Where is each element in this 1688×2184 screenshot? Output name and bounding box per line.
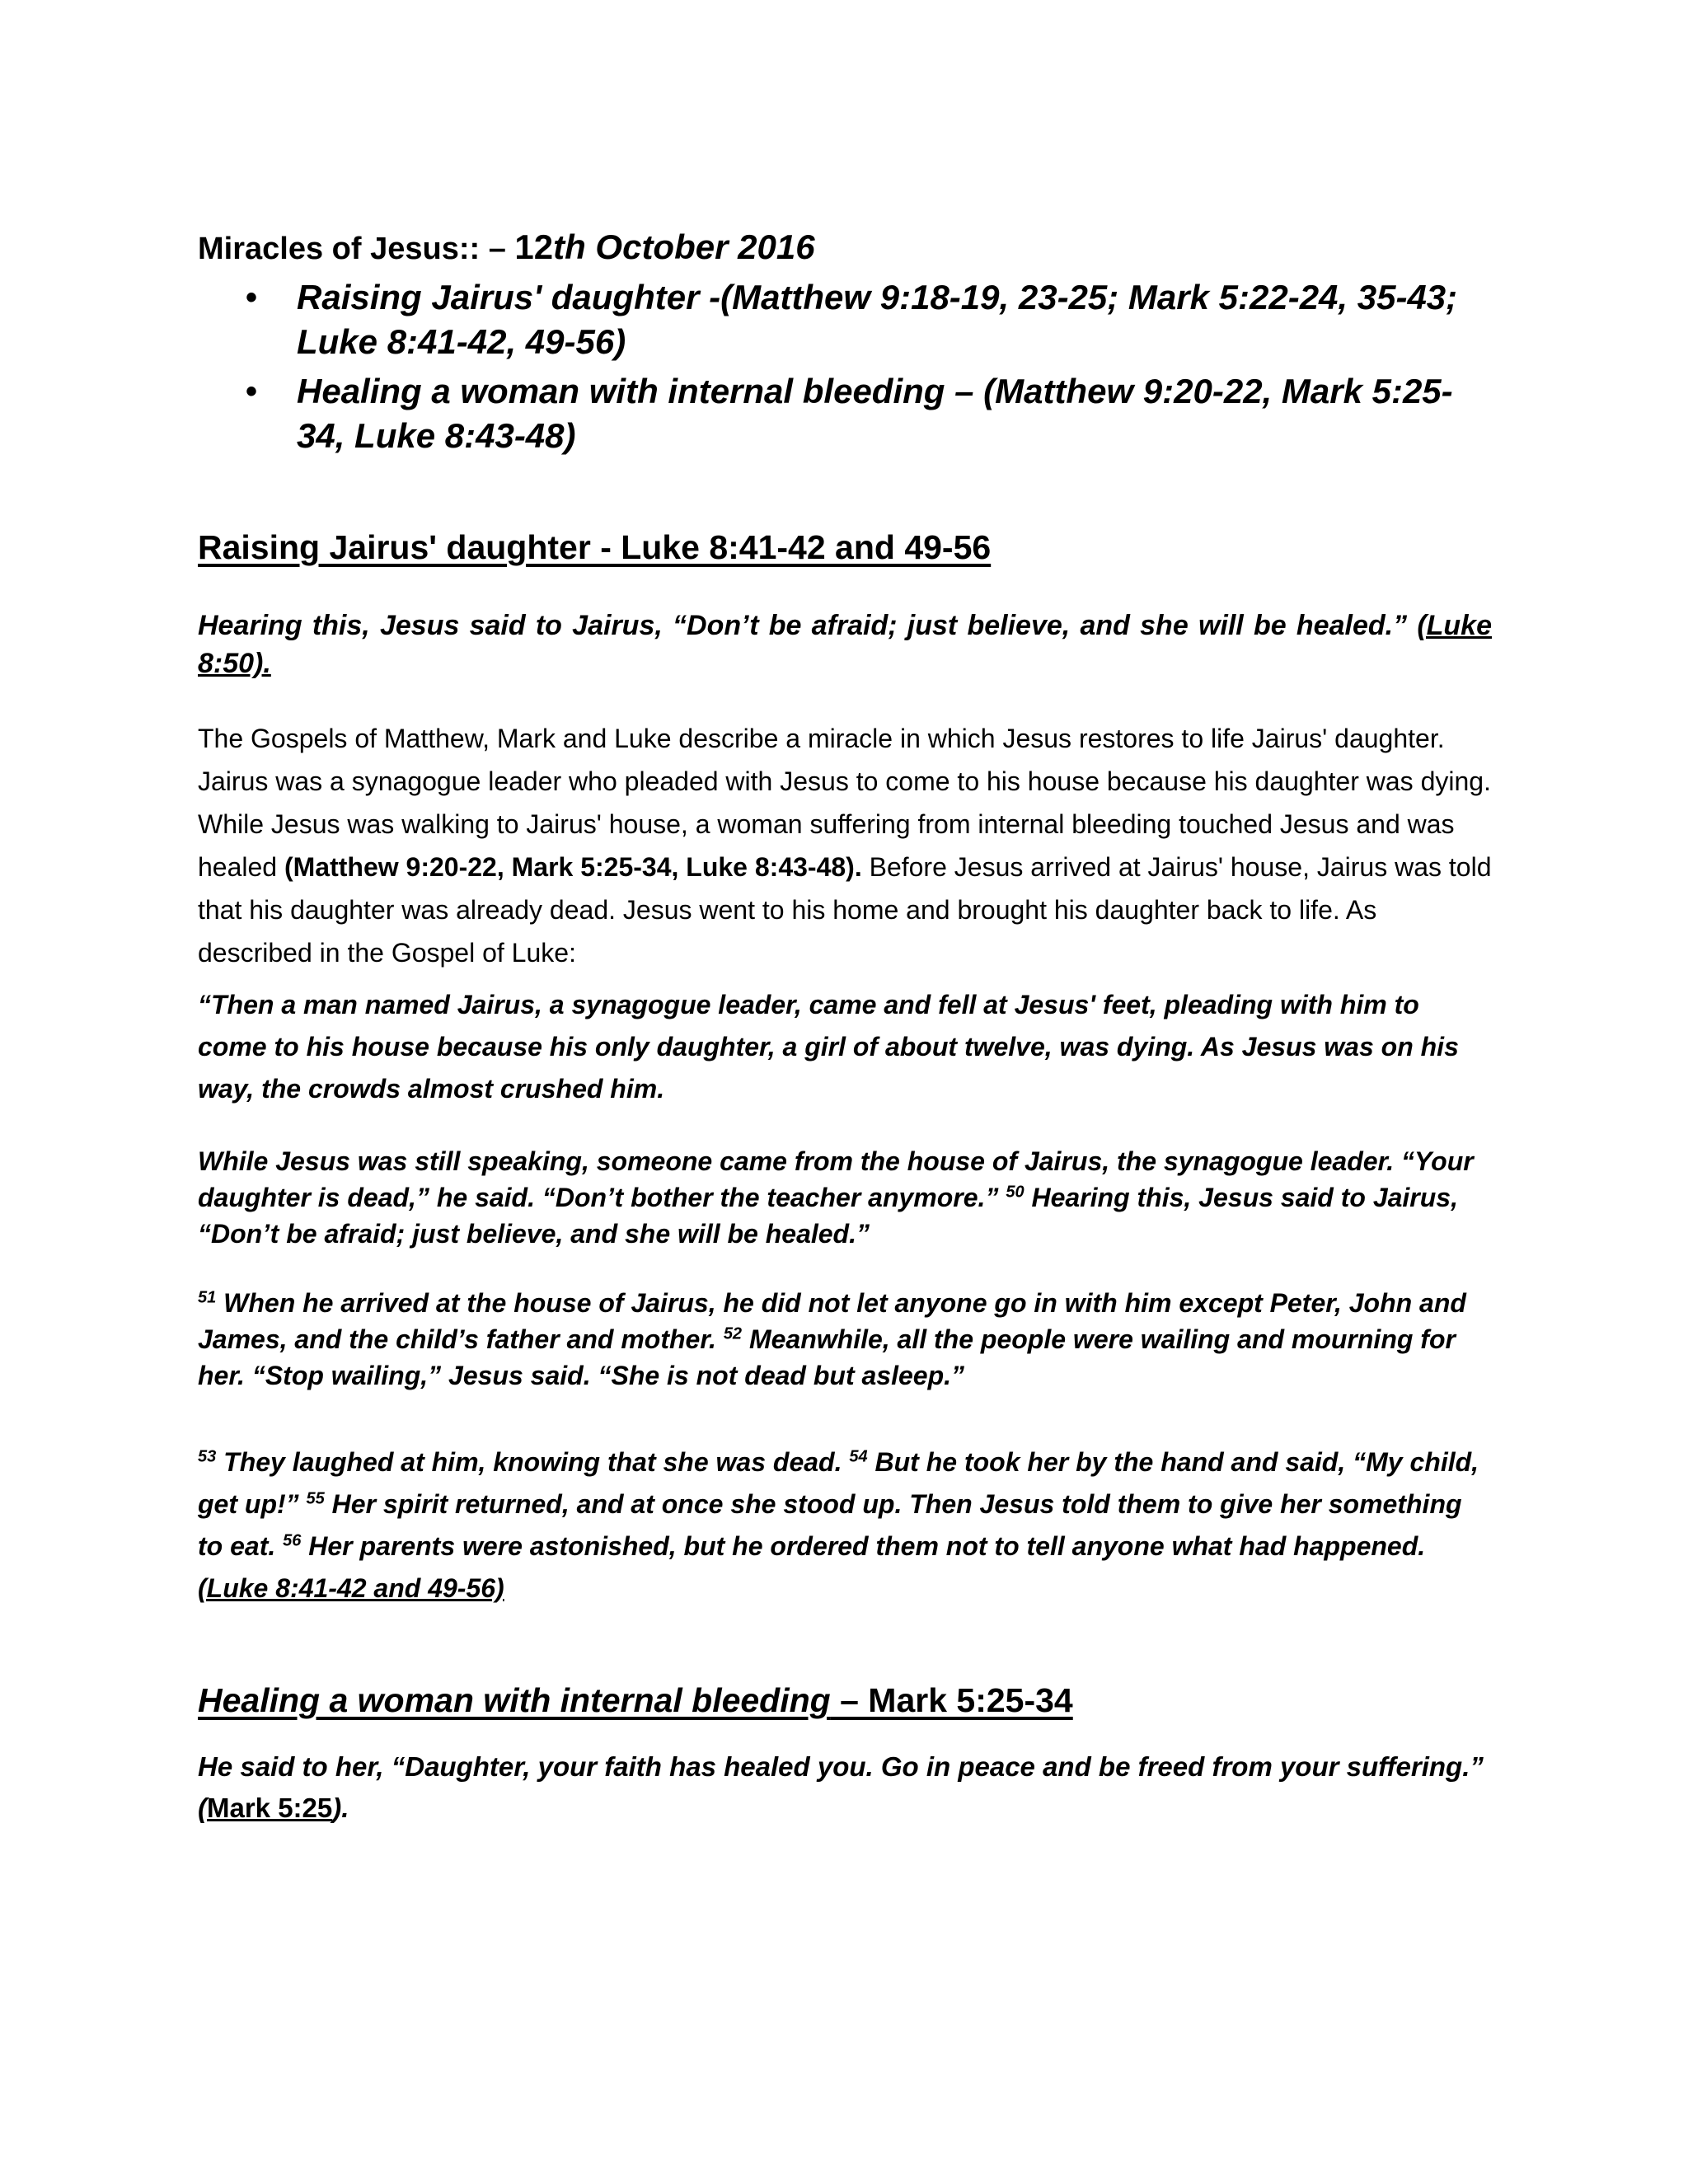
section-heading-plain: – Mark 5:25-34 xyxy=(830,1681,1073,1719)
section-heading-jairus: Raising Jairus' daughter - Luke 8:41-42 and 49-56 xyxy=(198,528,992,566)
scripture-text: But he took her by the hand and said, “My child, get up!” xyxy=(198,1447,1479,1519)
topic-item xyxy=(246,275,1492,364)
key-verse-2-text: He said to her, “Daughter, your faith has healed you. Go in peace and be freed from your suffering.” xyxy=(198,1751,1484,1782)
key-verse-reference: (Luke 8:50). xyxy=(198,610,1492,679)
scripture-text: Hearing this, Jesus said to Jairus, “Don’t be afraid; just believe, and she will be healed.” xyxy=(198,1183,1458,1249)
title-date-rest: th October 2016 xyxy=(553,227,815,266)
intro-reference: (Matthew 9:20-22, Mark 5:25-34, Luke 8:43-48). xyxy=(284,852,862,882)
scripture-passage-4 xyxy=(198,1441,1492,1610)
document-content xyxy=(198,224,1492,1829)
topics-list xyxy=(198,275,1492,458)
scripture-reference: (Luke 8:41-42 and 49-56) xyxy=(198,1573,504,1603)
section-heading-bleeding xyxy=(198,1677,1492,1723)
key-verse xyxy=(198,607,1492,682)
topic-item xyxy=(246,369,1492,458)
title-prefix: Miracles of Jesus:: – xyxy=(198,232,515,266)
bullet-icon: • xyxy=(246,279,258,316)
key-verse-text: Hearing this, Jesus said to Jairus, “Don’t be afraid; just believe, and she will be healed.” xyxy=(198,610,1418,641)
scripture-text: While Jesus was still speaking, someone came from the house of Jairus, the synagogue leader. “Your daughter is dead,” he said. “Don’t bother the teacher anymore.” xyxy=(198,1146,1474,1212)
document-title xyxy=(198,224,1492,272)
scripture-passage-2 xyxy=(198,1143,1492,1252)
scripture-passage-3 xyxy=(198,1285,1492,1394)
key-verse-2-reference: Mark 5:25 xyxy=(207,1793,333,1823)
verse-number: 55 xyxy=(306,1489,325,1508)
topic-text: Healing a woman with internal bleeding – (Matthew 9:20-22, Mark 5:25-34, Luke 8:43-48) xyxy=(297,372,1453,455)
intro-paragraph xyxy=(198,717,1492,974)
section-heading-italic: Healing a woman with internal bleeding xyxy=(198,1681,831,1719)
verse-number: 56 xyxy=(283,1531,302,1550)
title-date-number: 12 xyxy=(514,227,554,266)
verse-number: 50 xyxy=(1006,1183,1025,1202)
intro-text-part2: Before Jesus arrived at Jairus' house, Jairus was told that his daughter was already dead. Jesus went to his home and brought his daughter back to life. As described in the Gospel of Luke: xyxy=(198,852,1492,968)
bullet-icon: • xyxy=(246,373,258,410)
verse-number: 53 xyxy=(198,1447,217,1466)
topic-text: Raising Jairus' daughter -(Matthew 9:18-19, 23-25; Mark 5:22-24, 35-43; Luke 8:41-42, 49-56) xyxy=(297,278,1458,361)
scripture-text: Meanwhile, all the people were wailing and mourning for her. “Stop wailing,” Jesus said. “She is not dead but asleep.” xyxy=(198,1324,1456,1390)
intro-text-part1: The Gospels of Matthew, Mark and Luke describe a miracle in which Jesus restores to life Jairus' daughter. Jairus was a synagogue leader who pleaded with Jesus to come to his house because his daughter was dying. While Jesus was walking to Jairus' house, a woman suffering from internal bleeding touched Jesus and was healed xyxy=(198,724,1491,882)
ref-open: ( xyxy=(198,1793,207,1823)
scripture-text: They laughed at him, knowing that she was dead. xyxy=(216,1447,850,1477)
verse-number: 52 xyxy=(723,1324,743,1343)
verse-number: 51 xyxy=(198,1288,217,1307)
scripture-text: Her spirit returned, and at once she stood up. Then Jesus told them to give her something to eat. xyxy=(198,1489,1462,1561)
scripture-text: When he arrived at the house of Jairus, he did not let anyone go in with him except Peter, John and James, and the child’s father and mother. xyxy=(198,1288,1466,1354)
ref-close: ). xyxy=(332,1793,349,1823)
key-verse-2 xyxy=(198,1746,1492,1829)
scripture-passage-1: “Then a man named Jairus, a synagogue leader, came and fell at Jesus' feet, pleading with him to come to his house because his only daughter, a girl of about twelve, was dying. As Jesus was on his way, the crowds almost crushed him. xyxy=(198,990,1459,1104)
scripture-text: Her parents were astonished, but he ordered them not to tell anyone what had happened. xyxy=(301,1531,1426,1561)
verse-number: 54 xyxy=(849,1447,868,1466)
